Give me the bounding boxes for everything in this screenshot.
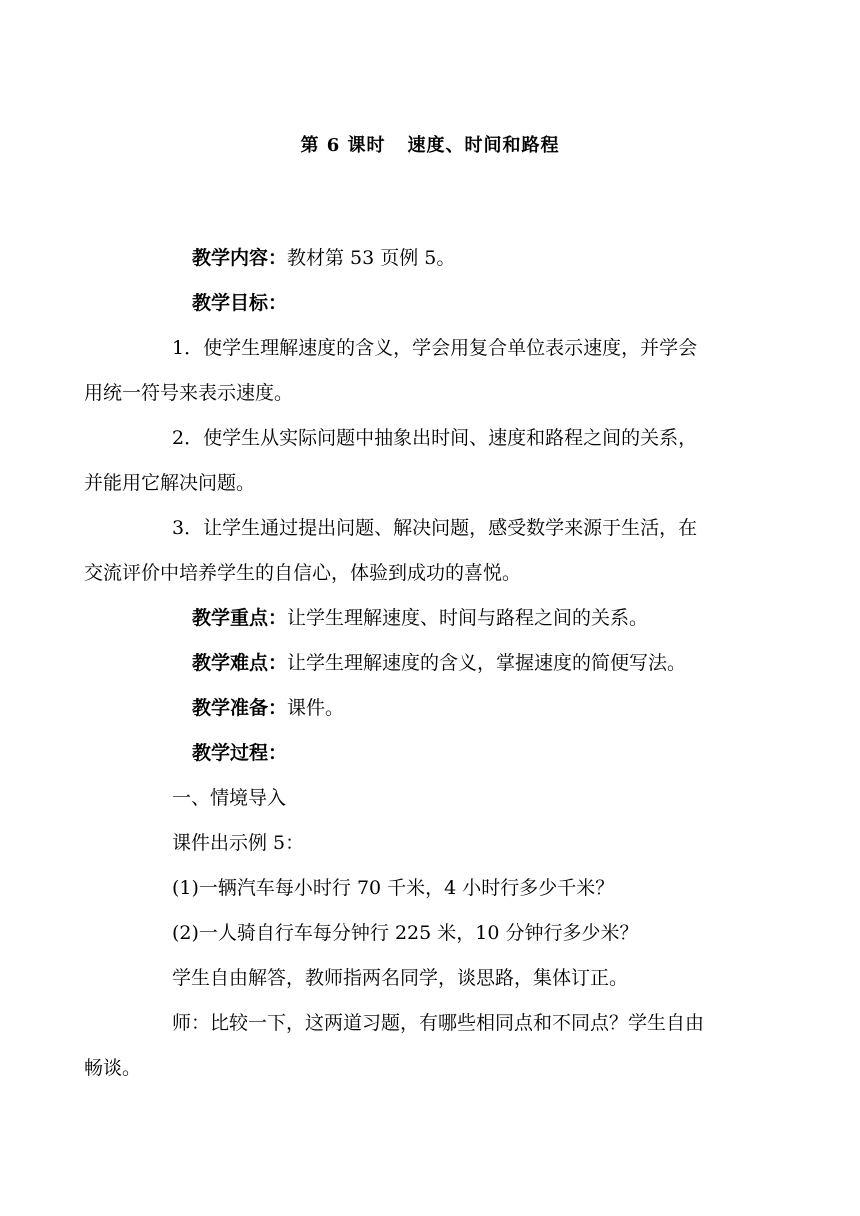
document-body: [84, 236, 732, 1091]
lesson-title: [0, 131, 860, 157]
key-point-label: 教学重点：: [192, 607, 288, 629]
process-line-3: (2)一人骑自行车每分钟行 225 米，10 分钟行多少米？: [172, 922, 639, 944]
difficulty-label: 教学难点：: [192, 652, 288, 674]
process-line-1: 课件出示例 5：: [172, 832, 305, 854]
difficulty-text: 让学生理解速度的含义，掌握速度的简便写法。: [287, 652, 687, 674]
teaching-goals-heading: [128, 281, 732, 326]
teaching-goals-label: 教学目标：: [192, 292, 288, 314]
teaching-content: [128, 236, 732, 281]
goal-item-3: [84, 506, 732, 596]
process-line-2: (1)一辆汽车每小时行 70 千米，4 小时行多少千米？: [172, 877, 615, 899]
preparation: [128, 686, 732, 731]
process-line-5-b: 畅谈。: [84, 1057, 142, 1079]
teaching-content-text: 教材第 53 页例 5。: [287, 247, 456, 269]
preparation-text: 课件。: [287, 697, 345, 719]
preparation-label: 教学准备：: [192, 697, 288, 719]
goal-item-2-line-1: 2．使学生从实际问题中抽象出时间、速度和路程之间的关系，: [172, 427, 698, 449]
goal-item-3-line-2: 交流评价中培养学生的自信心，体验到成功的喜悦。: [84, 562, 522, 584]
lesson-number: 第 6 课时: [300, 135, 386, 156]
key-point: [128, 596, 732, 641]
process-line-5-a: 师：比较一下，这两道习题，有哪些相同点和不同点？学生自由: [172, 1012, 705, 1034]
difficulty: [128, 641, 732, 686]
goal-item-2-line-2: 并能用它解决问题。: [84, 472, 256, 494]
goal-item-1-line-1: 1．使学生理解速度的含义，学会用复合单位表示速度，并学会: [172, 337, 698, 359]
goal-item-1: [84, 326, 732, 416]
process-label: 教学过程：: [192, 742, 288, 764]
goal-item-2: [84, 416, 732, 506]
goal-item-3-line-1: 3．让学生通过提出问题、解决问题，感受数学来源于生活，在: [172, 517, 698, 539]
section-heading-1: 一、情境导入: [172, 787, 287, 809]
key-point-text: 让学生理解速度、时间与路程之间的关系。: [287, 607, 649, 629]
process-line-4: 学生自由解答，教师指两名同学，谈思路，集体订正。: [172, 967, 629, 989]
process-heading: [128, 731, 732, 776]
teaching-content-label: 教学内容：: [192, 247, 288, 269]
process-line-5: [84, 1001, 732, 1091]
goal-item-1-line-2: 用统一符号来表示速度。: [84, 382, 294, 404]
lesson-topic: 速度、时间和路程: [407, 135, 560, 156]
